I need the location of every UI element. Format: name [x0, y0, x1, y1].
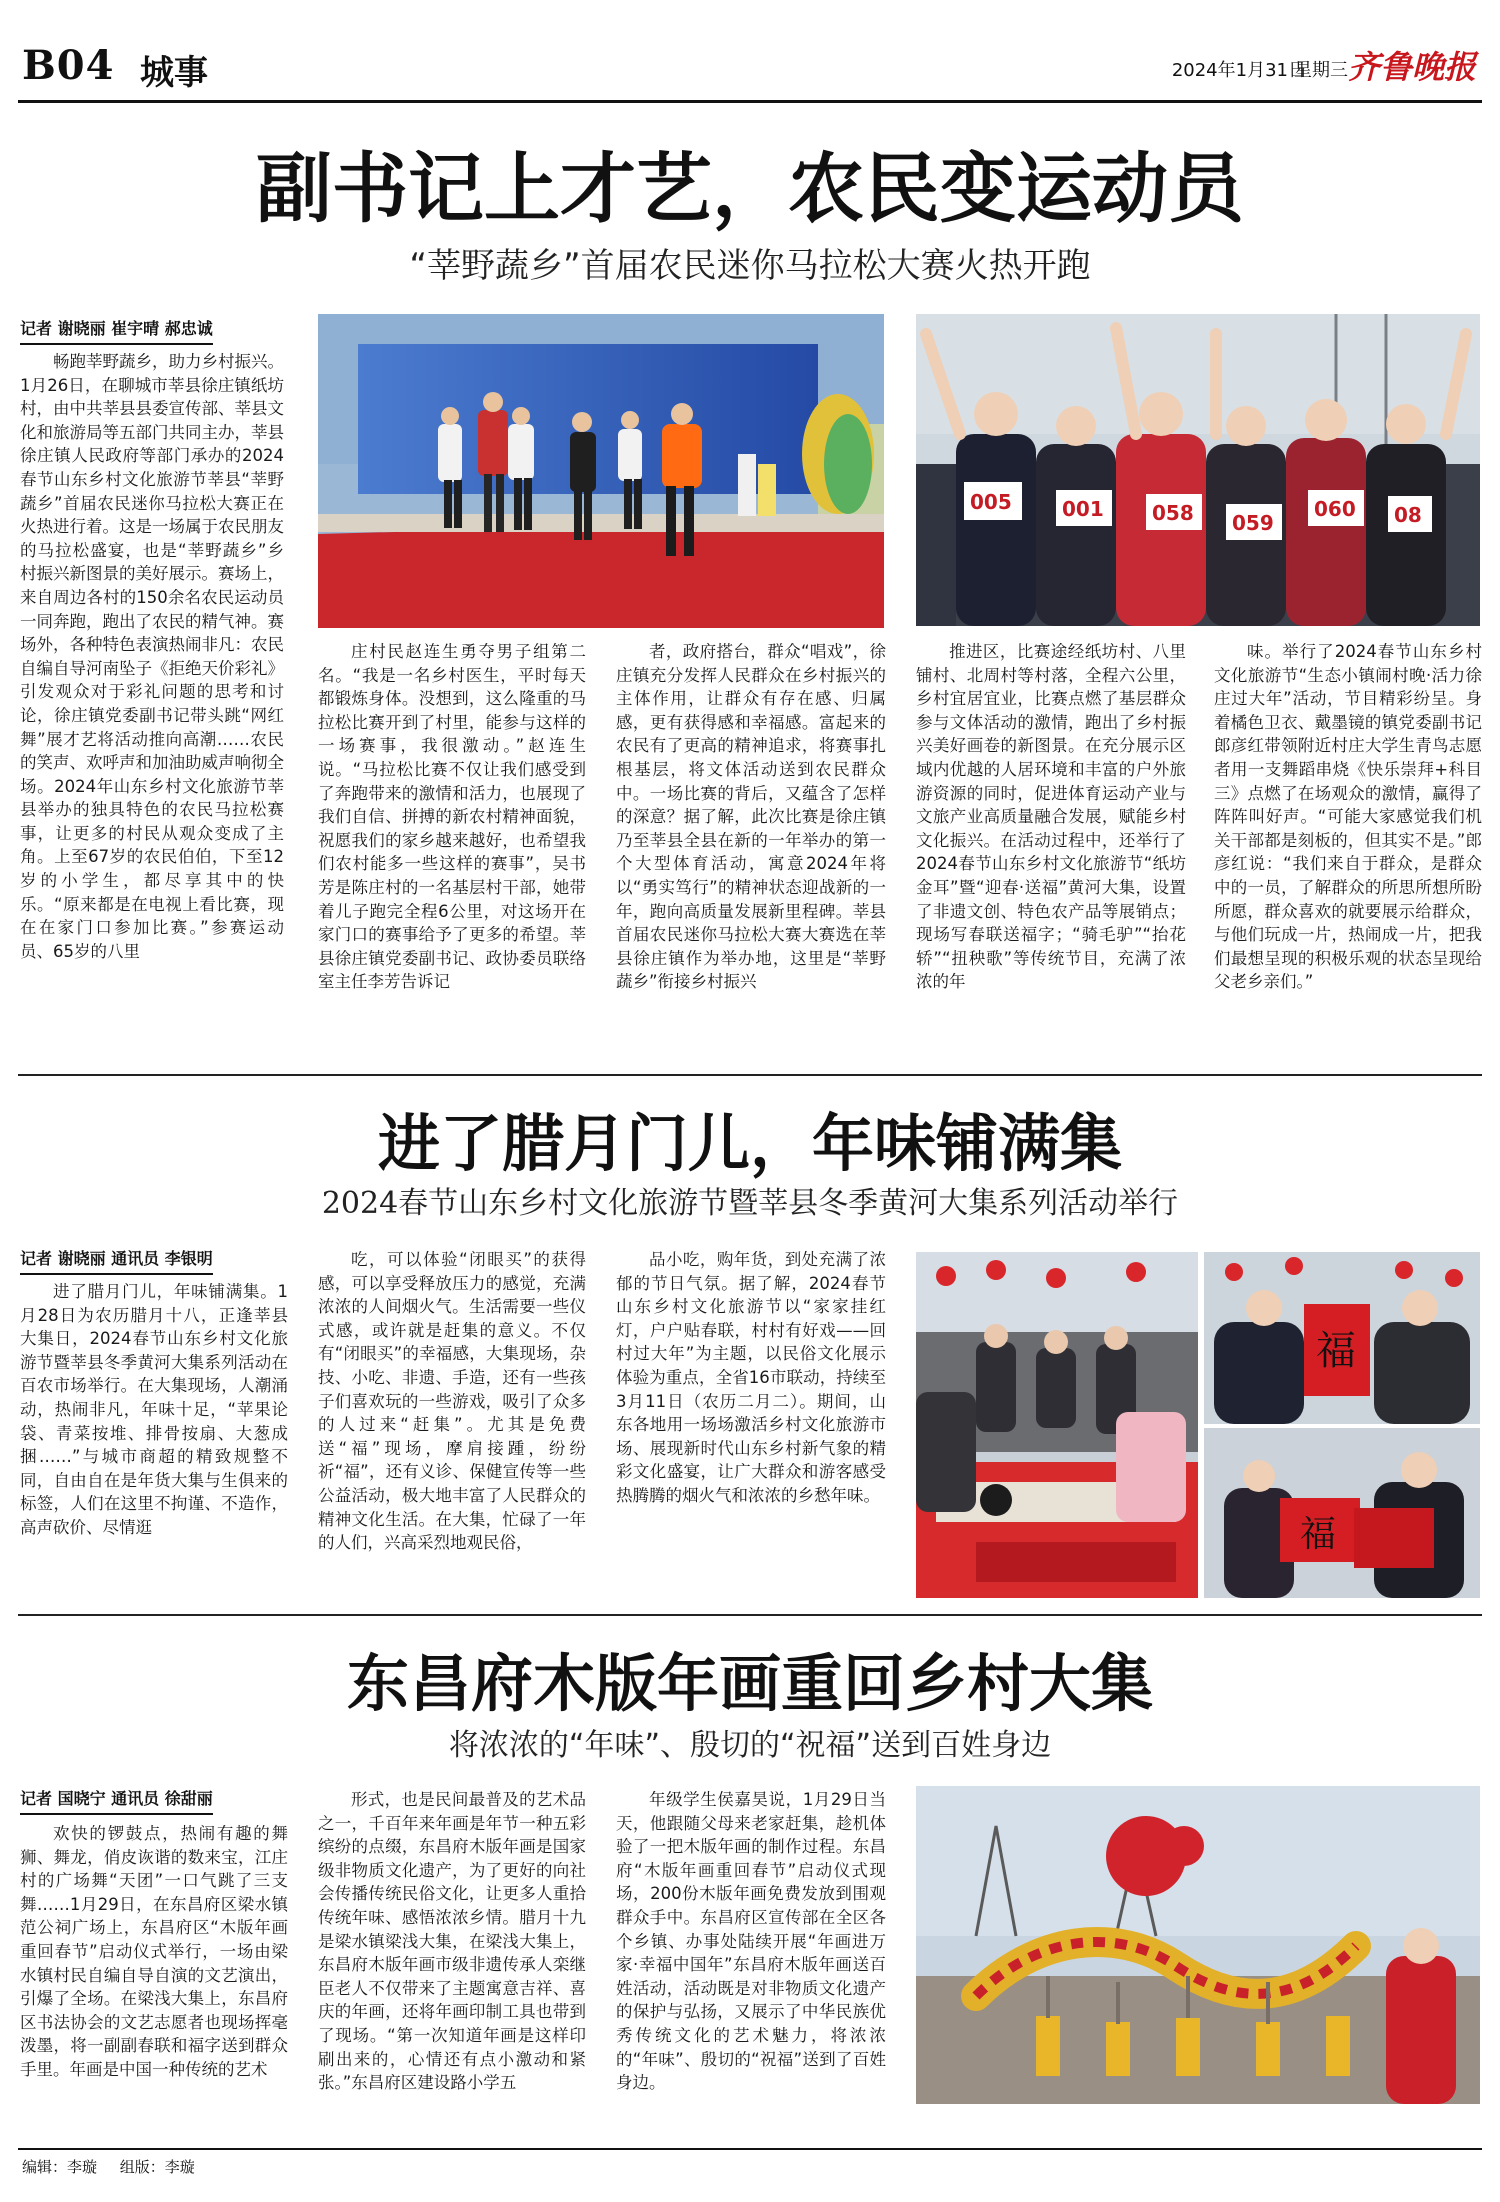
section-name: 城事 [140, 53, 208, 93]
issue-date: 2024年1月31日 [1171, 60, 1306, 81]
article2-column-1: 进了腊月门儿，年味铺满集。1月28日为农历腊月十八，正逢莘县大集日，2024春节山东乡村文化旅游节暨莘县冬季黄河大集系列活动在百农市场举行。在大集现场，人潮涌动，热闹非凡，年味十足，“苹果论袋、青菜按堆、排骨按扇、大葱成捆……”与城市商超的精致规整不同，自由自在是年货大集与生俱来的标签，人们在这里不拘谨、不造作，高声砍价、尽情逛 [20, 1282, 288, 1537]
bib-number-5: 060 [1314, 497, 1356, 521]
page-footer [22, 2156, 195, 2177]
article1-byline: 记者 谢晓丽 崔宇晴 郝忠诚 [20, 316, 213, 345]
runners-photo [916, 314, 1480, 626]
editor-credit: 编辑：李璇 [22, 2158, 98, 2176]
fu-character-1: 福 [1316, 1328, 1356, 1374]
fu-calligraphy-photo-1 [1204, 1252, 1480, 1424]
article2-column-3: 品小吃，购年货，到处充满了浓郁的节日气氛。据了解，2024春节山东乡村文化旅游节以“家家挂红灯，户户贴春联，村村有好戏——回村过大年”为主题，以民俗文化展示体验为重点，全省16市联动，持续至3月11日（农历二月二）。期间，山东各地用一场场激活乡村文化旅游市场、展现新时代山东乡村新气象的精彩文化盛宴，让广大群众和游客感受热腾腾的烟火气和浓浓的乡愁年味。 [616, 1250, 886, 1505]
article2-subheadline: 2024春节山东乡村文化旅游节暨莘县冬季黄河大集系列活动举行 [321, 1186, 1179, 1221]
fu-calligraphy-photo-2 [1204, 1428, 1480, 1598]
article1-column-4: 推进区，比赛途经纸坊村、八里铺村、北周村等村落，全程六公里，乡村宜居宜业，比赛点燃了基层群众参与文体活动的激情，跑出了乡村振兴美好画卷的新图景。在充分展示区域内优越的人居环境和丰富的户外旅游资源的同时，促进体育运动产业与文旅产业高质量融合发展，赋能乡村文化振兴。在活动过程中，还举行了2024春节山东乡村文化旅游节“纸坊金耳”暨“迎春·送福”黄河大集，设置了非遗文创、特色农产品等展销点；现场写春联送福字；“骑毛驴”“抬花轿”“扭秧歌”等传统节目，充满了浓浓的年 [916, 642, 1186, 992]
article1-column-1: 畅跑莘野蔬乡，助力乡村振兴。1月26日，在聊城市莘县徐庄镇纸坊村，由中共莘县县委宣传部、莘县文化和旅游局等五部门共同主办，莘县徐庄镇人民政府等部门承办的2024春节山东乡村文化旅游节莘县“莘野蔬乡”首届农民迷你马拉松大赛正在火热进行着。这是一场属于农民朋友的马拉松盛宴，也是“莘野蔬乡”乡村振兴新图景的美好展示。赛场上，来自周边各村的150余名农民运动员一同奔跑，跑出了农民的精气神。赛场外，各种特色表演热闹非凡：农民自编自导河南坠子《拒绝天价彩礼》引发观众对于彩礼问题的思考和讨论，徐庄镇党委副书记带头跳“网红舞”展才艺将活动推向高潮……农民的笑声、欢呼声和加油助威声响彻全场。2024年山东乡村文化旅游节莘县举办的独具特色的农民马拉松赛事，让更多的村民从观众变成了主角。上至67岁的农民伯伯，下至12岁的小学生，都尽享其中的快乐。“原来都是在电视上看比赛，现在在家门口参加比赛。”参赛运动员、65岁的八里 [20, 352, 284, 961]
dragon-dance-photo [916, 1786, 1480, 2104]
bib-number-2: 001 [1062, 497, 1104, 521]
bib-number-1: 005 [970, 490, 1012, 514]
section-divider-2 [18, 1614, 1482, 1616]
article3-byline: 记者 国晓宁 通讯员 徐甜丽 [20, 1786, 213, 1815]
article3-subheadline: 将浓浓的“年味”、殷切的“祝福”送到百姓身边 [448, 1728, 1052, 1763]
bib-number-4: 059 [1232, 511, 1274, 535]
article3-column-3: 年级学生侯嘉昊说，1月29日当天，他跟随父母来老家赶集，趁机体验了一把木版年画的制作过程。东昌府“木版年画重回春节”启动仪式现场，200份木版年画免费发放到围观群众手中。东昌府区宣传部在全区各个乡镇、办事处陆续开展“年画进万家·幸福中国年”东昌府木版年画送百姓活动，活动既是对非物质文化遗产的保护与弘扬，又展示了中华民族优秀传统文化的艺术魅力，将浓浓的“年味”、殷切的“祝福”送到了百姓身边。 [616, 1790, 886, 2093]
bib-number-6: 08 [1394, 503, 1422, 527]
page-number: B04 [22, 42, 115, 89]
article2-column-2: 吃，可以体验“闭眼买”的获得感，可以享受释放压力的感觉，充满浓浓的人间烟火气。生活需要一些仪式感，或许就是赶集的意义。不仅有“闭眼买”的幸福感，大集现场，杂技、小吃、非遗、手造，还有一些孩子们喜欢玩的一些游戏，吸引了众多的人过来“赶集”。尤其是免费送“福”现场，摩肩接踵，纷纷祈“福”，还有义诊、保健宣传等一些公益活动，极大地丰富了人民群众的精神文化生活。在大集，忙碌了一年的人们，兴高采烈地观民俗， [318, 1250, 586, 1553]
article1-subheadline: “莘野蔬乡”首届农民迷你马拉松大赛火热开跑 [409, 246, 1091, 286]
article1-column-5: 味。举行了2024春节山东乡村文化旅游节“生态小镇闹村晚·活力徐庄过大年”活动，节目精彩纷呈。身着橘色卫衣、戴墨镜的镇党委副书记郎彦红带领附近村庄大学生青鸟志愿者用一支舞蹈串烧《快乐崇拜+科目三》点燃了在场观众的激情，赢得了阵阵叫好声。“可能大家感觉我们机关干部都是刻板的，但其实不是。”郎彦红说：“我们来自于群众，是群众中的一员，了解群众的所思所想所盼所愿，群众喜欢的就要展示给群众，与他们玩成一片，热闹成一片，把我们最想呈现的积极乐观的状态呈现给父老乡亲们。” [1214, 642, 1482, 992]
article2-headline: 进了腊月门儿，年味铺满集 [377, 1107, 1122, 1180]
footer-rule [18, 2148, 1482, 2150]
layout-credit: 组版：李璇 [119, 2158, 195, 2176]
article1-column-2: 庄村民赵连生勇夺男子组第二名。“我是一名乡村医生，平时每天都锻炼身体。没想到，这么隆重的马拉松比赛开到了村里，能参与这样的一场赛事，我很激动。”赵连生说。“马拉松比赛不仅让我们感受到了奔跑带来的激情和活力，也展现了我们自信、拼搏的新农村精神面貌，祝愿我们的家乡越来越好，也希望我们农村能多一些这样的赛事”，吴书芳是陈庄村的一名基层村干部，她带着儿子跑完全程6公里，对这场开在家门口的赛事给予了更多的希望。莘县徐庄镇党委副书记、政协委员联络室主任李芳告诉记 [318, 642, 586, 992]
header-rule [18, 100, 1482, 103]
calligraphy-market-photo [916, 1252, 1198, 1598]
article1-headline: 副书记上才艺，农民变运动员 [256, 144, 1244, 233]
article2-byline: 记者 谢晓丽 通讯员 李银明 [20, 1246, 213, 1275]
article3-headline: 东昌府木版年画重回乡村大集 [346, 1647, 1153, 1720]
article1-column-3: 者，政府搭台，群众“唱戏”，徐庄镇充分发挥人民群众在乡村振兴的主体作用，让群众有存在感、归属感，更有获得感和幸福感。富起来的农民有了更高的精神追求，将赛事扎根基层，将文体活动送到农民群众中。一场比赛的背后，又蕴含了怎样的深意？据了解，此次比赛是徐庄镇乃至莘县全县在新的一年举办的第一个大型体育活动，寓意2024年将以“勇实笃行”的精神状态迎战新的一年，跑向高质量发展新里程碑。莘县首届农民迷你马拉松大赛大赛选在莘县徐庄镇作为举办地，这里是“莘野蔬乡”衔接乡村振兴 [616, 642, 886, 992]
newspaper-logo: 齐鲁晚报 [1347, 48, 1476, 86]
dance-stage-photo [318, 314, 884, 628]
fu-character-2: 福 [1300, 1514, 1337, 1555]
page-header [18, 36, 1482, 100]
article3-column-1: 欢快的锣鼓点，热闹有趣的舞狮、舞龙，俏皮诙谐的数来宝，江庄村的广场舞“天团”一口气跳了三支舞……1月29日，在东昌府区梁水镇范公祠广场上，东昌府区“木版年画重回春节”启动仪式举行，一场由梁水镇村民自编自导自演的文艺演出，引爆了全场。在梁浅大集上，东昌府区书法协会的文艺志愿者也现场挥毫泼墨，将一副副春联和福字送到群众手里。年画是中国一种传统的艺术 [20, 1824, 288, 2079]
section-divider-1 [18, 1074, 1482, 1076]
article3-column-2: 形式，也是民间最普及的艺术品之一，千百年来年画是年节一种五彩缤纷的点缀，东昌府木版年画是国家级非物质文化遗产，为了更好的向社会传播传统民俗文化，让更多人重拾传统年味、感悟浓浓乡情。腊月十九是梁水镇梁浅大集，在梁浅大集上，东昌府木版年画市级非遗传承人栾继臣老人不仅带来了主题寓意吉祥、喜庆的年画，还将年画印制工具也带到了现场。“第一次知道年画是这样印刷出来的，心情还有点小激动和紧张。”东昌府区建设路小学五 [318, 1790, 586, 2093]
bib-number-3: 058 [1152, 501, 1194, 525]
issue-weekday: 星期三 [1294, 60, 1348, 81]
